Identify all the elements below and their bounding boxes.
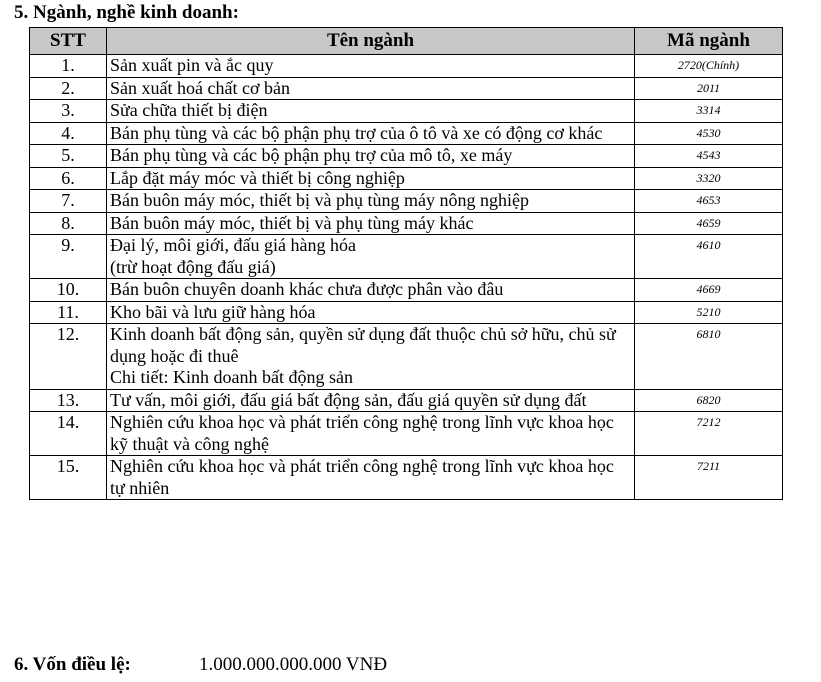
row-code: 4530: [635, 122, 783, 145]
row-name-line: Bán phụ tùng và các bộ phận phụ trợ của ô tô và xe có động cơ khác: [110, 122, 603, 143]
table-row: [30, 212, 783, 235]
table-row: [30, 412, 783, 456]
row-name-line: Bán phụ tùng và các bộ phận phụ trợ của mô tô, xe máy: [110, 145, 513, 165]
row-stt: 9.: [30, 235, 107, 279]
row-name-line: Nghiên cứu khoa học và phát triển công nghệ trong lĩnh vực khoa học tự nhiên: [110, 456, 614, 498]
row-code: 3314: [635, 100, 783, 123]
row-name: [107, 412, 635, 456]
row-code: 4669: [635, 279, 783, 302]
row-name: [107, 279, 635, 302]
row-name-line: Nghiên cứu khoa học và phát triển công nghệ trong lĩnh vực khoa học kỹ thuật và công nghệ: [110, 412, 614, 454]
row-code: 2011: [635, 77, 783, 100]
table-row: [30, 389, 783, 412]
table-row: [30, 235, 783, 279]
row-name-line: Bán buôn chuyên doanh khác chưa được phân vào đâu: [110, 279, 504, 299]
table-row: [30, 77, 783, 100]
row-name: [107, 190, 635, 213]
table-header-row: [30, 28, 783, 55]
row-name: [107, 212, 635, 235]
row-code: 4653: [635, 190, 783, 213]
charter-capital-value: 1.000.000.000.000 VNĐ: [199, 654, 388, 675]
row-stt: 7.: [30, 190, 107, 213]
row-code: 2720(Chính): [635, 55, 783, 78]
table-row: [30, 324, 783, 390]
row-stt: 13.: [30, 389, 107, 412]
table-row: [30, 279, 783, 302]
row-code: 4610: [635, 235, 783, 279]
row-stt: 12.: [30, 324, 107, 390]
table-row: [30, 55, 783, 78]
row-stt: 4.: [30, 122, 107, 145]
row-stt: 2.: [30, 77, 107, 100]
table-header: [30, 28, 783, 55]
row-stt: 8.: [30, 212, 107, 235]
row-name: [107, 100, 635, 123]
row-name-line: (trừ hoạt động đấu giá): [110, 256, 276, 277]
table-row: [30, 122, 783, 145]
row-code: 6810: [635, 324, 783, 390]
table-body: [30, 55, 783, 500]
table-row: [30, 100, 783, 123]
row-name-line: Lắp đặt máy móc và thiết bị công nghiệp: [110, 167, 405, 188]
row-name-line: Bán buôn máy móc, thiết bị và phụ tùng máy khác: [110, 212, 474, 233]
row-name: [107, 122, 635, 145]
row-stt: 6.: [30, 167, 107, 190]
row-code: 6820: [635, 389, 783, 412]
row-code: 7211: [635, 456, 783, 500]
row-name-line: Tư vấn, môi giới, đấu giá bất động sản, đấu giá quyền sử dụng đất: [110, 389, 587, 410]
row-name-line: Kho bãi và lưu giữ hàng hóa: [110, 301, 316, 322]
table-row: [30, 301, 783, 324]
row-name: [107, 456, 635, 500]
row-code: 4543: [635, 145, 783, 168]
row-code: 3320: [635, 167, 783, 190]
row-name: [107, 167, 635, 190]
header-code: Mã ngành: [635, 28, 783, 55]
row-name-line: Sản xuất pin và ắc quy: [110, 55, 274, 75]
row-name-line: Sửa chữa thiết bị điện: [110, 100, 268, 120]
row-stt: 14.: [30, 412, 107, 456]
row-name: [107, 145, 635, 168]
row-code: 4659: [635, 212, 783, 235]
row-name-line: Kinh doanh bất động sản, quyền sử dụng đất thuộc chủ sở hữu, chủ sử dụng hoặc đi thuê: [110, 324, 616, 366]
table-row: [30, 190, 783, 213]
row-name-line: Sản xuất hoá chất cơ bản: [110, 77, 290, 98]
row-name: [107, 55, 635, 78]
charter-capital-label: 6. Vốn điều lệ:: [14, 654, 131, 675]
row-stt: 11.: [30, 301, 107, 324]
row-name: [107, 324, 635, 390]
row-stt: 3.: [30, 100, 107, 123]
row-stt: 5.: [30, 145, 107, 168]
row-stt: 15.: [30, 456, 107, 500]
row-name-line: Chi tiết: Kinh doanh bất động sản: [110, 367, 353, 387]
section-6-charter-capital: [14, 654, 387, 676]
row-name: [107, 301, 635, 324]
business-lines-table: [29, 27, 783, 500]
table-row: [30, 145, 783, 168]
row-name-line: Đại lý, môi giới, đấu giá hàng hóa: [110, 235, 356, 255]
row-code: 5210: [635, 301, 783, 324]
table-row: [30, 167, 783, 190]
table-row: [30, 456, 783, 500]
row-code: 7212: [635, 412, 783, 456]
header-name: Tên ngành: [107, 28, 635, 55]
row-name: [107, 389, 635, 412]
row-stt: 1.: [30, 55, 107, 78]
section-5-heading: 5. Ngành, nghề kinh doanh:: [14, 2, 239, 23]
row-name: [107, 235, 635, 279]
row-name: [107, 77, 635, 100]
header-stt: STT: [30, 28, 107, 55]
row-stt: 10.: [30, 279, 107, 302]
row-name-line: Bán buôn máy móc, thiết bị và phụ tùng máy nông nghiệp: [110, 190, 529, 210]
